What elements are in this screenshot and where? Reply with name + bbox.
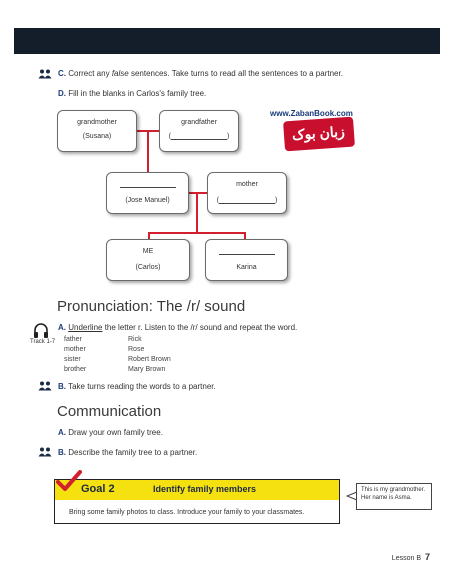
goal-number: Goal 2: [81, 483, 115, 495]
father-blank-row: [107, 181, 188, 188]
track-label: Track 1-7: [30, 339, 56, 345]
instruction-c-label: C.: [58, 69, 66, 78]
word-item: father: [64, 336, 82, 343]
pronunciation-a: [58, 323, 297, 333]
pronunciation-b-text: Take turns reading the words to a partner.: [68, 382, 216, 391]
pronunciation-b: [58, 382, 216, 392]
mother-role: mother: [236, 181, 258, 188]
instruction-c-emph: false: [111, 69, 129, 78]
tree-connector-children: [148, 232, 246, 234]
father-name: (Jose Manuel): [125, 197, 170, 204]
mother-blank-field[interactable]: [216, 197, 278, 204]
communication-heading: Communication: [57, 403, 162, 420]
sibling-blank-field[interactable]: [219, 248, 275, 255]
goal-title: Identify family members: [153, 484, 257, 494]
word-list-left: [64, 335, 86, 375]
word-item: brother: [64, 366, 87, 373]
logo-url: www.ZabanBook.com: [270, 109, 353, 118]
grandfather-blank-row: [160, 133, 238, 140]
communication-b: [58, 448, 197, 458]
sibling-blank-row: [206, 248, 287, 255]
goal-box: [54, 479, 340, 524]
grandfather-close-paren: ): [227, 133, 230, 140]
word-list-right: [128, 335, 171, 375]
goal-description: Bring some family photos to class. Introduce your family to your classmates.: [69, 509, 305, 516]
mother-blank-row: [208, 197, 286, 204]
pronunciation-a-underline: Underline: [68, 323, 103, 332]
communication-a: [58, 428, 163, 438]
tree-box-mother: [207, 172, 287, 214]
tree-box-grandmother: [57, 110, 137, 152]
communication-b-label: B.: [58, 448, 66, 457]
instruction-c: [58, 69, 343, 79]
me-name: (Carlos): [135, 264, 161, 271]
checkmark-icon: [56, 470, 82, 497]
tree-box-grandfather: [159, 110, 239, 152]
sibling-name: Karina: [236, 264, 257, 271]
pronunciation-b-label: B.: [58, 382, 66, 391]
word-item: Robert Brown: [128, 356, 171, 363]
mother-close-paren: ): [275, 197, 278, 204]
top-banner: [14, 28, 440, 54]
pair-work-icon: [38, 69, 52, 79]
page-number: 7: [424, 552, 430, 562]
communication-a-label: A.: [58, 428, 66, 437]
footer-lesson: Lesson B: [391, 555, 421, 562]
grandmother-role: grandmother: [77, 119, 117, 126]
tree-connector-stem-bottom: [196, 193, 198, 233]
page-footer: [392, 552, 430, 562]
grandmother-name: (Susana): [82, 133, 112, 140]
grandfather-blank-field[interactable]: [168, 133, 230, 140]
me-role: ME: [142, 248, 154, 255]
word-item: Rick: [128, 336, 142, 343]
pair-work-icon: [38, 381, 52, 391]
tree-box-sibling: [205, 239, 288, 281]
pronunciation-heading: Pronunciation: The /r/ sound: [57, 298, 246, 315]
instruction-d: [58, 89, 206, 99]
word-item: mother: [64, 346, 86, 353]
pronunciation-a-label: A.: [58, 323, 66, 332]
logo-badge-text: زبان بوک: [291, 123, 346, 143]
tree-box-me: [106, 239, 190, 281]
word-item: Mary Brown: [128, 366, 166, 373]
instruction-d-label: D.: [58, 89, 66, 98]
tree-connector-stem-top: [147, 131, 149, 173]
logo-badge: [283, 117, 355, 152]
grandfather-open-paren: (: [168, 133, 171, 140]
grandfather-role: grandfather: [181, 119, 217, 126]
speech-bubble: This is my grandmother. Her name is Asma.: [356, 483, 432, 510]
communication-a-text: Draw your own family tree.: [68, 428, 163, 437]
word-item: Rose: [128, 346, 145, 353]
instruction-d-text: Fill in the blanks in Carlos's family tree.: [68, 89, 207, 98]
pair-work-icon: [38, 447, 52, 457]
mother-open-paren: (: [216, 197, 219, 204]
tree-box-father: [106, 172, 189, 214]
pronunciation-a-text: the letter r. Listen to the /r/ sound and repeat the word.: [102, 323, 298, 332]
instruction-c-pre: Correct any: [68, 69, 112, 78]
father-blank-field[interactable]: [120, 181, 176, 188]
word-item: sister: [64, 356, 81, 363]
instruction-c-post: sentences. Take turns to read all the sentences to a partner.: [128, 69, 343, 78]
tree-connector-parents: [189, 192, 207, 194]
communication-b-text: Describe the family tree to a partner.: [68, 448, 198, 457]
goal-header: [55, 480, 339, 500]
